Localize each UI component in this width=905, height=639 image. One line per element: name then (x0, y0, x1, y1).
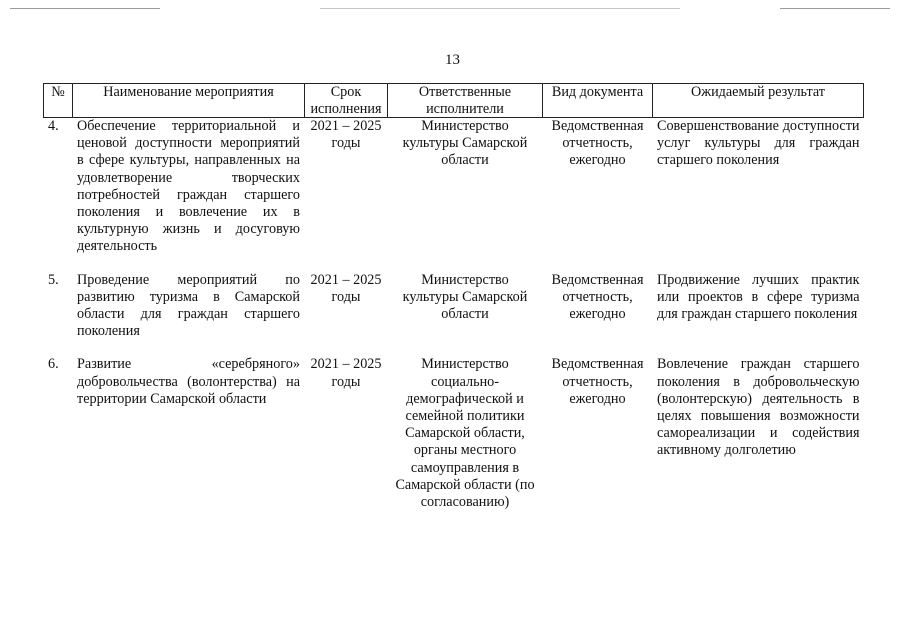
header-expected-result: Ожидаемый результат (653, 84, 864, 118)
term: 2021 – 2025 годы (310, 118, 382, 152)
row-number: 5. (48, 271, 59, 288)
activity-name: Развитие «серебряного» добровольчества (волонтерства) на территории Самарской области (77, 356, 300, 407)
header-activity-name: Наименование мероприятия (73, 84, 305, 118)
page-number: 13 (445, 52, 460, 68)
row-spacer (44, 340, 864, 356)
term: 2021 – 2025 годы (310, 271, 382, 305)
activity-name: Проведение мероприятий по развитию туризма в Самарской области для граждан старшего поколения (77, 271, 300, 340)
header-number: № (44, 84, 73, 118)
header-responsible: Ответственные исполнители (388, 84, 543, 118)
row-number: 6. (48, 356, 59, 373)
activities-table (43, 83, 864, 511)
row-number: 4. (48, 118, 59, 134)
document-type: Ведомственная отчетность, ежегодно (551, 271, 644, 323)
scan-artifact-line (780, 8, 890, 9)
document-type: Ведомственная отчетность, ежегодно (551, 118, 644, 169)
responsible: Министерство культуры Самарской области (402, 271, 528, 323)
expected-result: Совершенствование доступности услуг культуры для граждан старшего поколения (657, 118, 860, 169)
document-type: Ведомственная отчетность, ежегодно (551, 356, 644, 407)
row-spacer (44, 256, 864, 272)
header-document-type: Вид документа (543, 84, 653, 118)
table-row (44, 118, 864, 256)
table-row (44, 272, 864, 341)
responsible: Министерство социально-демографической и семейной политики Самарской области, органы местного самоуправления в Самарской области (по согласованию) (395, 356, 535, 511)
header-term: Срок исполнения (305, 84, 388, 118)
responsible: Министерство культуры Самарской области (402, 118, 528, 169)
scan-artifact-line (10, 8, 160, 9)
term: 2021 – 2025 годы (310, 356, 382, 390)
table-row (44, 356, 864, 511)
scan-artifact-line (320, 8, 680, 9)
table-header-row (44, 84, 864, 118)
expected-result: Продвижение лучших практик или проектов в сфере туризма для граждан старшего поколения (657, 271, 860, 323)
expected-result: Вовлечение граждан старшего поколения в добровольческую (волонтерскую) деятельность в целях повышения возможности самореализации и содействия активному долголетию (657, 356, 860, 459)
activity-name: Обеспечение территориальной и ценовой доступности мероприятий в сфере культуры, направленных на удовлетворение творческих потребностей граждан старшего поколения и вовлечение их в культурную жизнь и досуговую деятельность (77, 118, 300, 255)
